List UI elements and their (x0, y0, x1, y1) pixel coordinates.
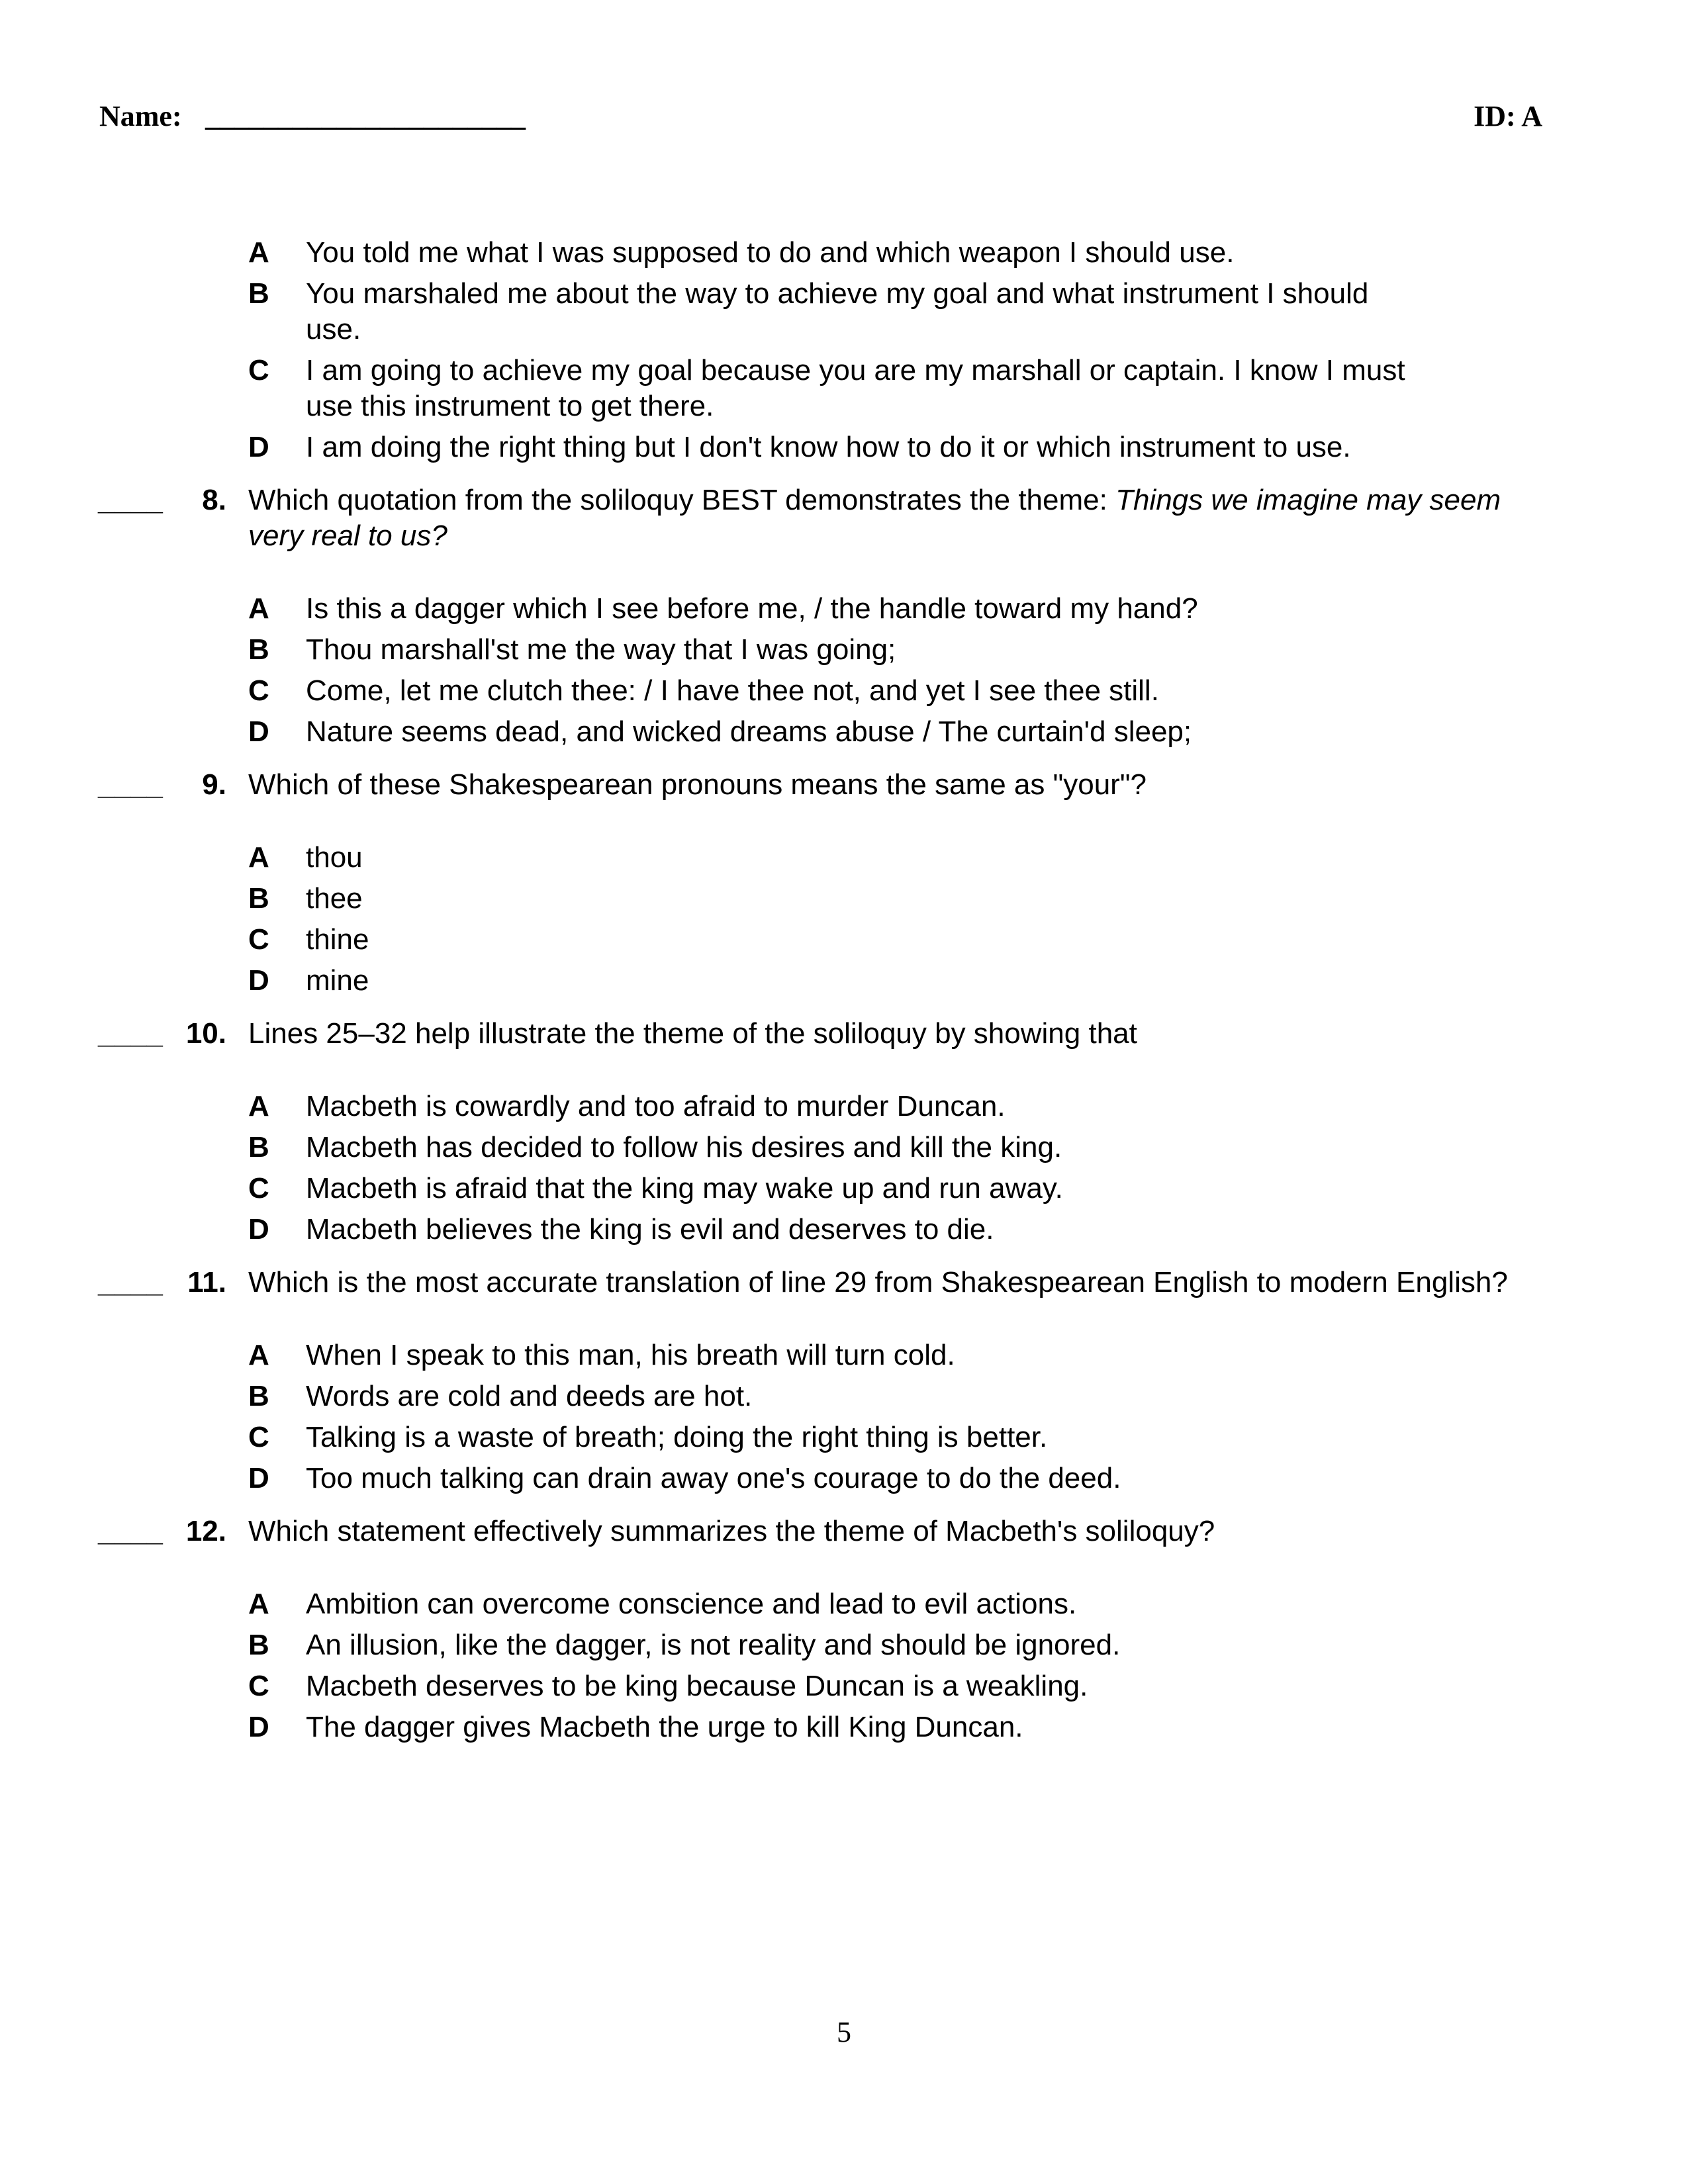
choice-text: You marshaled me about the way to achieve my goal and what instrument I should use. (306, 277, 1369, 345)
question-stem (0, 767, 1539, 803)
choice-option[interactable] (0, 1586, 1431, 1622)
choice-text: Words are cold and deeds are hot. (306, 1380, 753, 1412)
answer-blank[interactable]: ____ (98, 1515, 163, 1547)
choice-text: thee (306, 882, 363, 915)
question-number: 10. (185, 1017, 226, 1050)
choice-letter: D (248, 715, 269, 748)
choice-letter: C (248, 923, 269, 956)
choice-letter: B (248, 1380, 269, 1412)
choice-letter: A (248, 1339, 269, 1371)
page-number: 5 (837, 2016, 851, 2048)
question-number: 12. (185, 1515, 226, 1547)
choice-letter: B (248, 633, 269, 666)
choice-letter: C (248, 674, 269, 707)
choice-option[interactable] (0, 1212, 1431, 1248)
choice-text: An illusion, like the dagger, is not reality and should be ignored. (306, 1629, 1121, 1661)
choice-option[interactable] (0, 276, 1431, 347)
choice-text: Nature seems dead, and wicked dreams abuse / The curtain'd sleep; (306, 715, 1192, 748)
choice-text: When I speak to this man, his breath will turn cold. (306, 1339, 955, 1371)
question-number: 11. (187, 1266, 226, 1298)
choice-text: Macbeth deserves to be king because Duncan is a weakling. (306, 1670, 1088, 1702)
question-text: Which of these Shakespearean pronouns means the same as "your"? (248, 768, 1147, 801)
choice-letter: A (248, 841, 269, 874)
choice-option[interactable] (0, 1461, 1431, 1496)
choice-letter: A (248, 1090, 269, 1122)
question-text: Which quotation from the soliloquy BEST demonstrates the theme: (248, 484, 1116, 516)
answer-choices (0, 1338, 1688, 1496)
answer-choices (0, 1089, 1688, 1248)
choice-letter: C (248, 354, 269, 387)
question-number: 8. (202, 484, 226, 516)
choice-letter: D (248, 1462, 269, 1494)
question-text: Which statement effectively summarizes the theme of Macbeth's soliloquy? (248, 1515, 1215, 1547)
continued-choices (0, 235, 1688, 465)
choice-option[interactable] (0, 840, 1431, 876)
choice-letter: C (248, 1172, 269, 1205)
choice-letter: C (248, 1670, 269, 1702)
choice-text: Macbeth is cowardly and too afraid to murder Duncan. (306, 1090, 1006, 1122)
question-number: 9. (202, 768, 226, 801)
question-8 (0, 482, 1688, 750)
choice-option[interactable] (0, 1130, 1431, 1165)
choice-text: Macbeth believes the king is evil and deserves to die. (306, 1213, 994, 1246)
choice-letter: A (248, 1588, 269, 1620)
choice-letter: B (248, 882, 269, 915)
answer-choices (0, 1586, 1688, 1745)
question-12 (0, 1514, 1688, 1745)
choice-letter: B (248, 1629, 269, 1661)
choice-letter: A (248, 592, 269, 625)
choice-option[interactable] (0, 235, 1431, 271)
choice-option[interactable] (0, 430, 1431, 465)
choice-option[interactable] (0, 881, 1431, 917)
answer-blank[interactable]: ____ (98, 1017, 163, 1050)
choice-text: Thou marshall'st me the way that I was going; (306, 633, 896, 666)
choice-option[interactable] (0, 1171, 1431, 1206)
choice-text: Too much talking can drain away one's courage to do the deed. (306, 1462, 1121, 1494)
choice-option[interactable] (0, 1379, 1431, 1414)
choice-letter: D (248, 964, 269, 997)
choice-text: Talking is a waste of breath; doing the right thing is better. (306, 1421, 1048, 1453)
choice-option[interactable] (0, 1338, 1431, 1373)
choice-letter: D (248, 1711, 269, 1743)
question-stem (0, 1016, 1539, 1052)
choice-option[interactable] (0, 1668, 1431, 1704)
choice-text: The dagger gives Macbeth the urge to kill King Duncan. (306, 1711, 1023, 1743)
choice-text: Macbeth has decided to follow his desires and kill the king. (306, 1131, 1062, 1163)
name-field[interactable]: ______________________ (205, 100, 526, 132)
answer-choices (0, 840, 1688, 999)
choice-option[interactable] (0, 353, 1431, 424)
question-text: Which is the most accurate translation of line 29 from Shakespearean English to modern English? (248, 1266, 1508, 1298)
choice-text: I am going to achieve my goal because you are my marshall or captain. I know I must use this instrument to get there. (306, 354, 1405, 422)
choice-option[interactable] (0, 922, 1431, 958)
question-stem (0, 1265, 1539, 1300)
answer-blank[interactable]: ____ (98, 768, 163, 801)
choice-text: Come, let me clutch thee: / I have thee not, and yet I see thee still. (306, 674, 1159, 707)
answer-blank[interactable]: ____ (98, 484, 163, 516)
choice-text: thou (306, 841, 363, 874)
question-11 (0, 1265, 1688, 1496)
choice-option[interactable] (0, 1420, 1431, 1455)
choice-letter: B (248, 277, 269, 310)
choice-option[interactable] (0, 1627, 1431, 1663)
choice-option[interactable] (0, 714, 1431, 750)
choice-text: Is this a dagger which I see before me, / the handle toward my hand? (306, 592, 1198, 625)
choice-letter: D (248, 1213, 269, 1246)
choice-text: Macbeth is afraid that the king may wake up and run away. (306, 1172, 1063, 1205)
question-stem (0, 1514, 1539, 1549)
choice-option[interactable] (0, 591, 1431, 627)
test-content (0, 235, 1688, 1751)
choice-letter: C (248, 1421, 269, 1453)
choice-option[interactable] (0, 1089, 1431, 1124)
choice-text: Ambition can overcome conscience and lead to evil actions. (306, 1588, 1077, 1620)
choice-letter: B (248, 1131, 269, 1163)
name-label: Name: (99, 100, 182, 132)
question-text-italic: Things we imagine may seem very real to us? (248, 484, 1501, 552)
choice-text: mine (306, 964, 369, 997)
question-text: Lines 25–32 help illustrate the theme of the soliloquy by showing that (248, 1017, 1137, 1050)
choice-option[interactable] (0, 673, 1431, 709)
question-10 (0, 1016, 1688, 1248)
choice-text: thine (306, 923, 369, 956)
choice-option[interactable] (0, 632, 1431, 668)
question-9 (0, 767, 1688, 999)
choice-letter: A (248, 236, 269, 269)
choice-option[interactable] (0, 1709, 1431, 1745)
choice-option[interactable] (0, 963, 1431, 999)
question-stem (0, 482, 1539, 554)
test-id: ID: A (1474, 100, 1542, 132)
choice-text: I am doing the right thing but I don't know how to do it or which instrument to use. (306, 431, 1351, 463)
answer-blank[interactable]: ____ (98, 1266, 163, 1298)
choice-text: You told me what I was supposed to do and which weapon I should use. (306, 236, 1235, 269)
answer-choices (0, 591, 1688, 750)
choice-letter: D (248, 431, 269, 463)
page-header (99, 99, 1542, 139)
